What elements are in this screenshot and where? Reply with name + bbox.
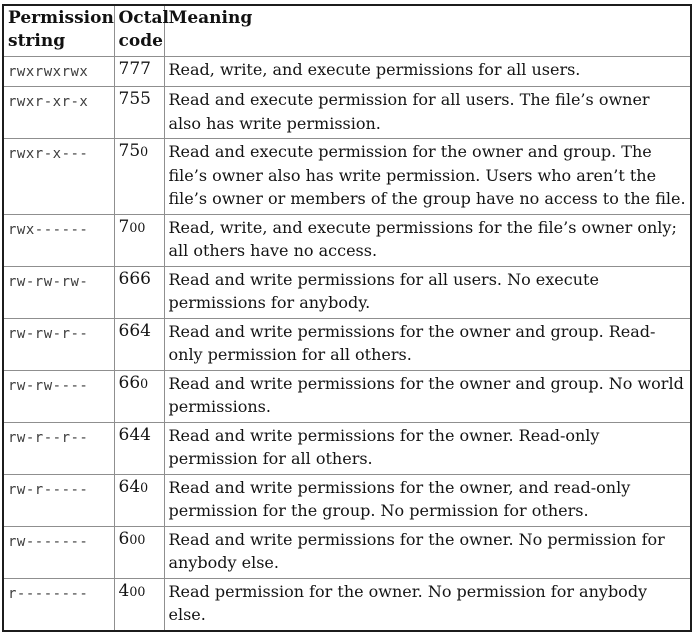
- permission-string-cell: rw-rw----: [3, 370, 114, 422]
- meaning-cell: Read and write permissions for the owner and group. Read-only permission for all others.: [164, 318, 691, 370]
- octal-code-cell: 644: [114, 422, 164, 474]
- permission-string-cell: rwxrwxrwx: [3, 57, 114, 87]
- permission-string-cell: rwxr-x---: [3, 139, 114, 215]
- octal-code-cell: 700: [114, 214, 164, 266]
- octal-code-cell: 777: [114, 57, 164, 87]
- octal-code-cell: 664: [114, 318, 164, 370]
- table-row: [3, 139, 691, 215]
- octal-code-cell: 400: [114, 578, 164, 631]
- permission-string-cell: rwxr-xr-x: [3, 87, 114, 139]
- col-header-meaning: Meaning: [164, 5, 691, 57]
- table-header-row: [3, 5, 691, 57]
- octal-code-cell: 755: [114, 87, 164, 139]
- octal-code-cell: 660: [114, 370, 164, 422]
- meaning-cell: Read and write permissions for the owner. No permission for anybody else.: [164, 526, 691, 578]
- col-header-octal-code: Octal code: [114, 5, 164, 57]
- octal-code-cell: 640: [114, 474, 164, 526]
- table-row: [3, 370, 691, 422]
- table-row: [3, 87, 691, 139]
- meaning-cell: Read and execute permission for the owner and group. The file’s owner also has write permission. Users who aren’t the file’s owner or members of the group have no access to the file.: [164, 139, 691, 215]
- meaning-cell: Read and write permissions for all users. No execute permissions for anybody.: [164, 266, 691, 318]
- table-row: [3, 57, 691, 87]
- meaning-cell: Read and write permissions for the owner and group. No world permissions.: [164, 370, 691, 422]
- meaning-cell: Read and write permissions for the owner, and read-only permission for the group. No permission for others.: [164, 474, 691, 526]
- permission-string-cell: rw-------: [3, 526, 114, 578]
- octal-code-cell: 666: [114, 266, 164, 318]
- permission-string-cell: r--------: [3, 578, 114, 631]
- table-body: [3, 57, 691, 631]
- table-row: [3, 266, 691, 318]
- octal-code-cell: 750: [114, 139, 164, 215]
- table-row: [3, 578, 691, 631]
- meaning-cell: Read and write permissions for the owner. Read-only permission for all others.: [164, 422, 691, 474]
- col-header-permission-string: Permission string: [3, 5, 114, 57]
- permission-string-cell: rw-rw-rw-: [3, 266, 114, 318]
- permission-string-cell: rw-r-----: [3, 474, 114, 526]
- table-row: [3, 474, 691, 526]
- permission-string-cell: rwx------: [3, 214, 114, 266]
- meaning-cell: Read and execute permission for all users. The file’s owner also has write permission.: [164, 87, 691, 139]
- table-row: [3, 526, 691, 578]
- permission-string-cell: rw-r--r--: [3, 422, 114, 474]
- table-row: [3, 422, 691, 474]
- table-row: [3, 214, 691, 266]
- document-page: [0, 4, 694, 624]
- table-row: [3, 318, 691, 370]
- permission-string-cell: rw-rw-r--: [3, 318, 114, 370]
- meaning-cell: Read permission for the owner. No permission for anybody else.: [164, 578, 691, 631]
- permissions-table: [2, 4, 692, 632]
- octal-code-cell: 600: [114, 526, 164, 578]
- meaning-cell: Read, write, and execute permissions for the file’s owner only; all others have no access.: [164, 214, 691, 266]
- meaning-cell: Read, write, and execute permissions for all users.: [164, 57, 691, 87]
